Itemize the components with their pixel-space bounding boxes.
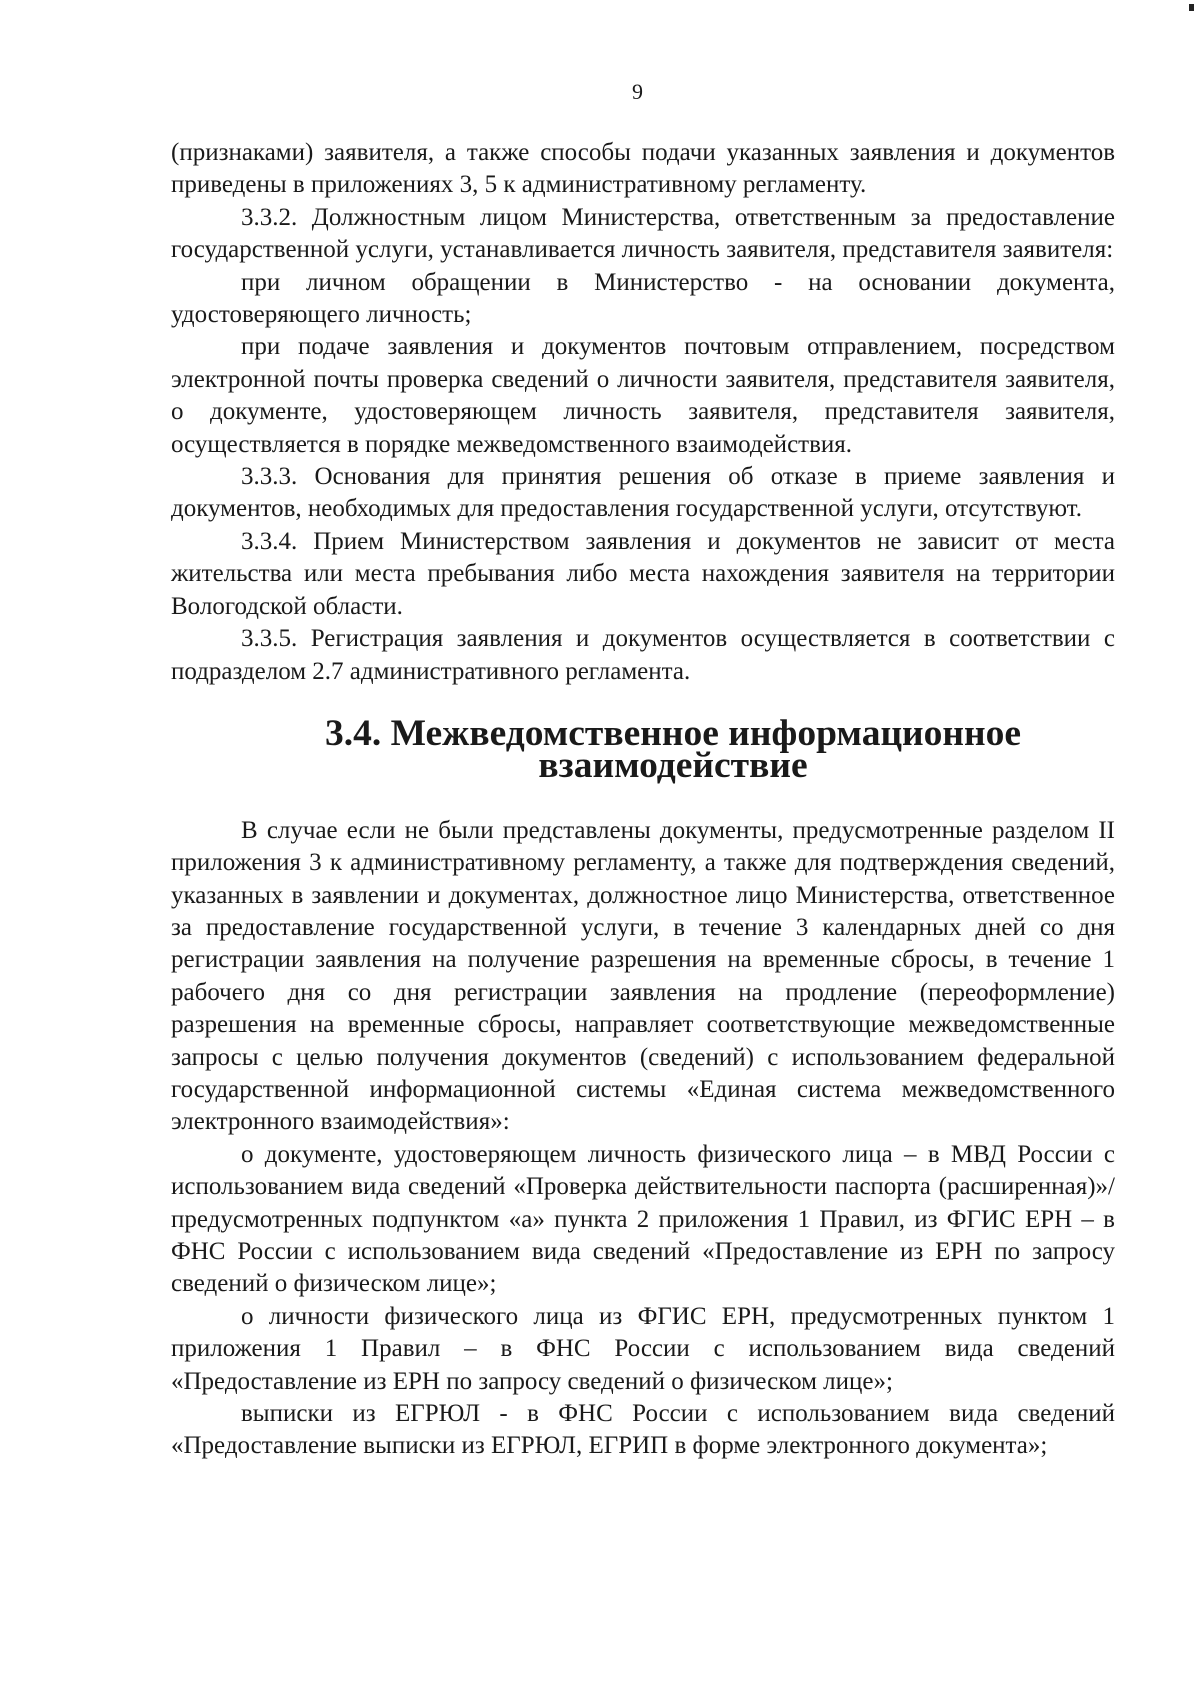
list-item-identity-document: о документе, удостоверяющем личность физического лица – в МВД России с использованием вида сведений «Проверка действительности паспорта (расширенная)»/предусмотренных подпунктом «а» пункта 2 приложения 1 Правил, из ФГИС ЕРН – в ФНС России с использованием вида сведений «Предоставление из ЕРН по запросу сведений о физическом лице»;: [171, 1140, 1115, 1298]
paragraph-3-3-4: 3.3.4. Прием Министерством заявления и документов не зависит от места жительства или места пребывания либо места нахождения заявителя на территории Вологодской области.: [171, 527, 1115, 620]
paragraph-personal-visit: при личном обращении в Министерство - на основании документа, удостоверяющего личность;: [171, 268, 1115, 329]
document-body: [171, 137, 1115, 1463]
paragraph-3-3-2: 3.3.2. Должностным лицом Министерства, ответственным за предоставление государственной услуги, устанавливается личность заявителя, представителя заявителя:: [171, 203, 1115, 264]
list-item-egrul-extract: выписки из ЕГРЮЛ - в ФНС России с использованием вида сведений «Предоставление выписки из ЕГРЮЛ, ЕГРИП в форме электронного документа»;: [171, 1400, 1115, 1460]
paragraph-3-3-3: 3.3.3. Основания для принятия решения об отказе в приеме заявления и документов, необходимых для предоставления государственной услуги, отсутствуют.: [171, 463, 1115, 523]
paragraph-3-3-5: 3.3.5. Регистрация заявления и документов осуществляется в соответствии с подразделом 2.7 административного регламента.: [171, 625, 1115, 685]
section-heading-3-4: 3.4. Межведомственное информационное взаимодействие: [324, 712, 1022, 787]
list-item-person-info: о личности физического лица из ФГИС ЕРН, предусмотренных пунктом 1 приложения 1 Правил – в ФНС России с использованием вида сведений «Предоставление из ЕРН по запросу сведений о физическом лице»;: [171, 1302, 1115, 1395]
paragraph-continuation: (признаками) заявителя, а также способы подачи указанных заявления и документов приведены в приложениях 3, 5 к административному регламенту.: [171, 139, 1115, 199]
paragraph-interagency-requests: В случае если не были представлены документы, предусмотренные разделом II приложения 3 к административному регламенту, а также для подтверждения сведений, указанных в заявлении и документах, должностное лицо Министерства, ответственное за предоставление государственной услуги, в течение 3 календарных дней со дня регистрации заявления на получение разрешения на временные сбросы, в течение 1 рабочего дня со дня регистрации заявления на продление (переоформление) разрешения на временные сбросы, направляет соответствующие межведомственные запросы с целью получения документов (сведений) с использованием федеральной государственной информационной системы «Единая система межведомственного электронного взаимодействия»:: [171, 816, 1115, 1136]
scan-corner-mark: [1189, 4, 1194, 11]
page-number: 9: [632, 79, 643, 104]
paragraph-postal-submission: при подаче заявления и документов почтовым отправлением, посредством электронной почты проверка сведений о личности заявителя, представителя заявителя, о документе, удостоверяющем личность заявителя, представителя заявителя, осуществляется в порядке межведомственного взаимодействия.: [171, 333, 1115, 458]
